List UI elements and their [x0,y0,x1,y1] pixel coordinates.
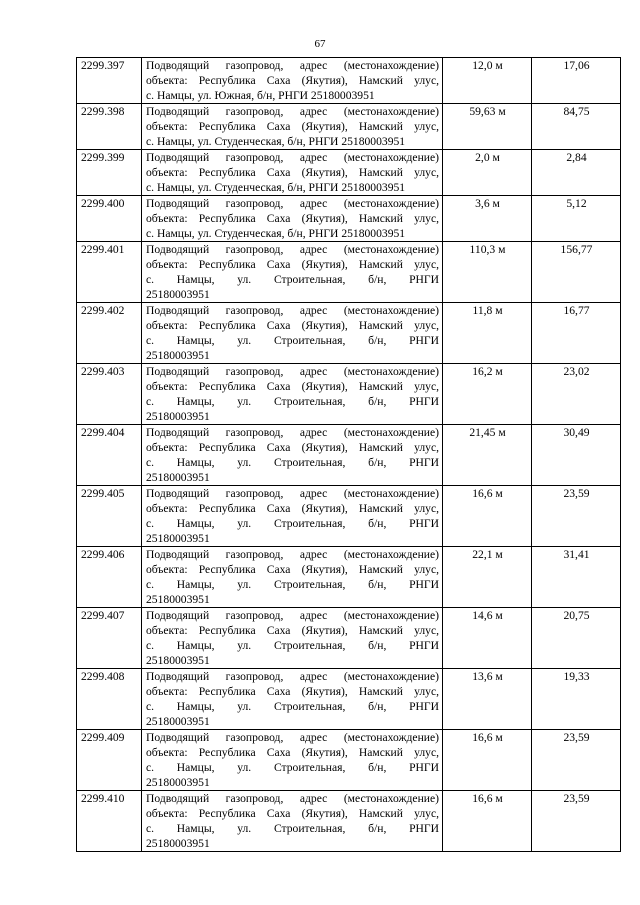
length-cell: 14,6 м [443,608,532,669]
row-number-cell: 2299.404 [77,425,142,486]
description-word: б/н, [368,761,387,774]
object-description-cell [142,364,443,425]
table-row [77,104,621,150]
length-cell: 59,63 м [443,104,532,150]
description-word: РНГИ [409,334,439,347]
description-line: Подводящий газопровод, адрес (местонахождение) [146,670,439,683]
description-word: РНГИ [409,761,439,774]
table-row [77,58,621,104]
length-cell: 16,6 м [443,730,532,791]
description-word: б/н, [368,395,387,408]
description-word: с. [146,578,155,591]
description-line: 25180003951 [146,532,210,545]
description-line: Подводящий газопровод, адрес (местонахождение) [146,731,439,744]
description-word: ул. [237,822,252,835]
description-word: с. [146,639,155,652]
object-description-cell [142,669,443,730]
description-word: Намцы, [176,578,215,591]
description-word: Намцы, [176,761,215,774]
description-line: объекта: Республика Саха (Якутия), Намский улус, [146,212,439,225]
table-row [77,547,621,608]
table-row [77,196,621,242]
description-word: РНГИ [409,517,439,530]
description-word: ул. [237,761,252,774]
description-word: Строительная, [273,822,346,835]
value-cell: 31,41 [532,547,621,608]
value-cell: 19,33 [532,669,621,730]
length-cell: 11,8 м [443,303,532,364]
description-line: с. Намцы, ул. Студенческая, б/н, РНГИ 25180003951 [146,181,406,194]
length-cell: 3,6 м [443,196,532,242]
length-cell: 16,6 м [443,486,532,547]
description-word: РНГИ [409,395,439,408]
description-word: Намцы, [176,334,215,347]
row-number-cell: 2299.406 [77,547,142,608]
description-line [146,455,439,470]
value-cell: 23,59 [532,730,621,791]
description-word: Строительная, [273,456,346,469]
description-word: б/н, [368,517,387,530]
description-word: ул. [237,700,252,713]
description-word: РНГИ [409,822,439,835]
description-word: Строительная, [273,334,346,347]
value-cell: 84,75 [532,104,621,150]
description-line: Подводящий газопровод, адрес (местонахождение) [146,426,439,439]
row-number-cell: 2299.401 [77,242,142,303]
value-cell: 16,77 [532,303,621,364]
description-line: 25180003951 [146,410,210,423]
registry-table-body [77,58,621,852]
length-cell: 13,6 м [443,669,532,730]
description-line: с. Намцы, ул. Южная, б/н, РНГИ 25180003951 [146,89,375,102]
description-word: Строительная, [273,578,346,591]
table-row [77,608,621,669]
description-line: Подводящий газопровод, адрес (местонахождение) [146,243,439,256]
table-row [77,303,621,364]
description-word: с. [146,761,155,774]
description-line: 25180003951 [146,837,210,850]
row-number-cell: 2299.398 [77,104,142,150]
description-line: с. Намцы, ул. Студенческая, б/н, РНГИ 25180003951 [146,227,406,240]
description-word: Строительная, [273,700,346,713]
description-line: объекта: Республика Саха (Якутия), Намский улус, [146,441,439,454]
row-number-cell: 2299.409 [77,730,142,791]
description-word: Намцы, [176,273,215,286]
description-word: Намцы, [176,822,215,835]
object-description-cell [142,730,443,791]
description-line: Подводящий газопровод, адрес (местонахождение) [146,304,439,317]
length-cell: 16,6 м [443,791,532,852]
description-line: 25180003951 [146,776,210,789]
description-line: 25180003951 [146,288,210,301]
description-line: 25180003951 [146,349,210,362]
description-line: Подводящий газопровод, адрес (местонахождение) [146,609,439,622]
description-word: ул. [237,639,252,652]
object-description-cell [142,425,443,486]
table-row [77,669,621,730]
description-line: объекта: Республика Саха (Якутия), Намский улус, [146,502,439,515]
description-word: б/н, [368,578,387,591]
description-line [146,516,439,531]
description-line: объекта: Республика Саха (Якутия), Намский улус, [146,807,439,820]
description-line: объекта: Республика Саха (Якутия), Намский улус, [146,74,439,87]
description-word: с. [146,700,155,713]
description-line [146,272,439,287]
description-line: объекта: Республика Саха (Якутия), Намский улус, [146,166,439,179]
description-line: Подводящий газопровод, адрес (местонахождение) [146,105,439,118]
description-word: РНГИ [409,456,439,469]
row-number-cell: 2299.400 [77,196,142,242]
description-word: Строительная, [273,395,346,408]
description-word: ул. [237,395,252,408]
table-row [77,150,621,196]
length-cell: 12,0 м [443,58,532,104]
description-line: объекта: Республика Саха (Якутия), Намский улус, [146,319,439,332]
row-number-cell: 2299.403 [77,364,142,425]
description-line [146,394,439,409]
description-line: 25180003951 [146,654,210,667]
object-description-cell [142,242,443,303]
description-line: 25180003951 [146,715,210,728]
description-line [146,638,439,653]
description-line [146,577,439,592]
row-number-cell: 2299.397 [77,58,142,104]
description-line: объекта: Республика Саха (Якутия), Намский улус, [146,746,439,759]
description-word: РНГИ [409,273,439,286]
description-word: б/н, [368,334,387,347]
object-description-cell [142,104,443,150]
table-row [77,791,621,852]
description-line [146,821,439,836]
description-word: РНГИ [409,700,439,713]
object-description-cell [142,608,443,669]
description-word: б/н, [368,273,387,286]
value-cell: 20,75 [532,608,621,669]
description-word: б/н, [368,700,387,713]
length-cell: 110,3 м [443,242,532,303]
table-row [77,730,621,791]
description-word: Строительная, [273,273,346,286]
object-description-cell [142,486,443,547]
object-description-cell [142,303,443,364]
row-number-cell: 2299.402 [77,303,142,364]
description-word: ул. [237,517,252,530]
description-word: б/н, [368,822,387,835]
description-word: ул. [237,456,252,469]
description-line: Подводящий газопровод, адрес (местонахождение) [146,151,439,164]
description-line: объекта: Республика Саха (Якутия), Намский улус, [146,258,439,271]
description-word: Намцы, [176,639,215,652]
description-line: объекта: Республика Саха (Якутия), Намский улус, [146,120,439,133]
row-number-cell: 2299.408 [77,669,142,730]
description-line: Подводящий газопровод, адрес (местонахождение) [146,792,439,805]
length-cell: 22,1 м [443,547,532,608]
description-line: Подводящий газопровод, адрес (местонахождение) [146,487,439,500]
description-line [146,699,439,714]
row-number-cell: 2299.410 [77,791,142,852]
description-word: с. [146,822,155,835]
description-line [146,760,439,775]
description-line: Подводящий газопровод, адрес (местонахождение) [146,548,439,561]
description-word: б/н, [368,639,387,652]
description-word: с. [146,456,155,469]
table-row [77,425,621,486]
table-row [77,486,621,547]
row-number-cell: 2299.405 [77,486,142,547]
description-line: 25180003951 [146,471,210,484]
description-word: РНГИ [409,578,439,591]
page-number: 67 [314,38,326,50]
description-word: ул. [237,578,252,591]
description-line: Подводящий газопровод, адрес (местонахождение) [146,197,439,210]
value-cell: 156,77 [532,242,621,303]
description-line: Подводящий газопровод, адрес (местонахождение) [146,59,439,72]
description-word: с. [146,517,155,530]
description-word: с. [146,395,155,408]
row-number-cell: 2299.399 [77,150,142,196]
description-word: Намцы, [176,395,215,408]
description-line: объекта: Республика Саха (Якутия), Намский улус, [146,685,439,698]
description-line: с. Намцы, ул. Студенческая, б/н, РНГИ 25180003951 [146,135,406,148]
description-line [146,333,439,348]
object-description-cell [142,791,443,852]
description-word: Строительная, [273,517,346,530]
object-description-cell [142,547,443,608]
value-cell: 23,59 [532,791,621,852]
description-word: ул. [237,273,252,286]
table-row [77,242,621,303]
description-line: объекта: Республика Саха (Якутия), Намский улус, [146,563,439,576]
value-cell: 2,84 [532,150,621,196]
object-description-cell [142,196,443,242]
row-number-cell: 2299.407 [77,608,142,669]
value-cell: 17,06 [532,58,621,104]
length-cell: 16,2 м [443,364,532,425]
description-word: Строительная, [273,639,346,652]
value-cell: 30,49 [532,425,621,486]
length-cell: 2,0 м [443,150,532,196]
description-line: объекта: Республика Саха (Якутия), Намский улус, [146,624,439,637]
value-cell: 23,02 [532,364,621,425]
description-word: РНГИ [409,639,439,652]
description-line: 25180003951 [146,593,210,606]
description-line: объекта: Республика Саха (Якутия), Намский улус, [146,380,439,393]
description-word: с. [146,334,155,347]
description-word: с. [146,273,155,286]
registry-table [76,57,621,852]
value-cell: 5,12 [532,196,621,242]
description-word: ул. [237,334,252,347]
description-word: Намцы, [176,456,215,469]
description-word: Намцы, [176,517,215,530]
table-row [77,364,621,425]
description-word: б/н, [368,456,387,469]
object-description-cell [142,58,443,104]
object-description-cell [142,150,443,196]
length-cell: 21,45 м [443,425,532,486]
value-cell: 23,59 [532,486,621,547]
description-word: Намцы, [176,700,215,713]
description-word: Строительная, [273,761,346,774]
description-line: Подводящий газопровод, адрес (местонахождение) [146,365,439,378]
